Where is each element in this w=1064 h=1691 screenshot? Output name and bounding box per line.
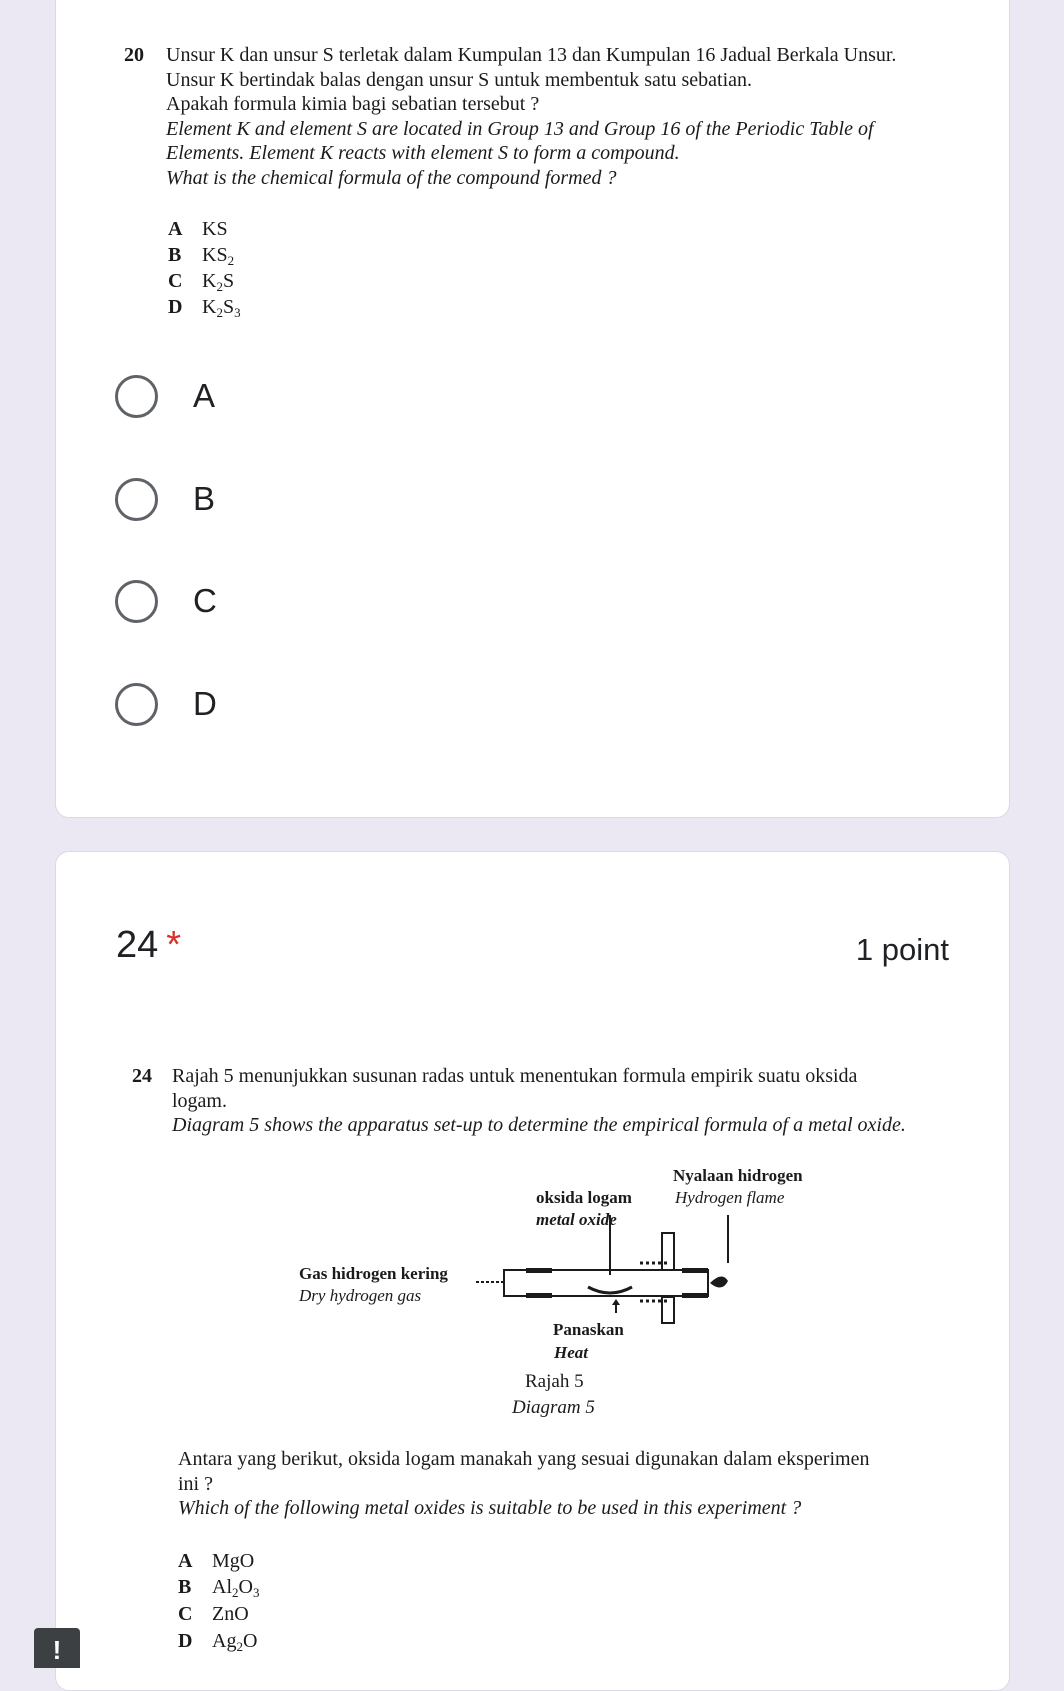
q24-line-ms-4: ini ? [178, 1472, 213, 1495]
label-gas-ms: Gas hidrogen kering [299, 1264, 448, 1283]
radio-circle[interactable] [115, 375, 158, 418]
caption-ms: Rajah 5 [525, 1371, 584, 1392]
choice-D: D $Ag_2O$ [178, 1630, 258, 1654]
choice-A: A KS [168, 218, 228, 240]
required-marker: * [166, 924, 182, 966]
label-flame-ms: Nyalaan hidrogen [673, 1166, 803, 1185]
choice-A: A MgO [178, 1550, 255, 1572]
choice-B: B $KS_2$ [168, 244, 235, 268]
choice-D: D $K_2S_3$ [168, 296, 241, 320]
radio-option-a[interactable] [115, 368, 415, 424]
q24-line-en-1: Diagram 5 shows the apparatus set-up to determine the empirical formula of a metal oxide. [172, 1114, 906, 1136]
question-title: 24 * [116, 924, 182, 966]
label-oxide-en: metal oxide [536, 1210, 617, 1229]
q20-line-en-3: What is the chemical formula of the compound formed ? [166, 166, 617, 189]
q24-line-ms-3: Antara yang berikut, oksida logam manakah yang sesuai digunakan dalam eksperimen [178, 1448, 870, 1470]
question-24-prompt [178, 1447, 869, 1521]
radio-option-d[interactable] [115, 676, 415, 732]
q24-line-en-2: Which of the following metal oxides is suitable to be used in this experiment ? [178, 1497, 802, 1519]
q24-line-ms-2: logam. [172, 1089, 227, 1112]
label-oxide-ms: oksida logam [536, 1188, 632, 1207]
apparatus-drawing [470, 1215, 750, 1330]
radio-option-b[interactable] [115, 471, 415, 527]
choice-C: C ZnO [178, 1603, 249, 1625]
q20-line-en-1: Element K and element S are located in Group 13 and Group 16 of the Periodic Table of [166, 117, 874, 140]
q20-line-ms-1: Unsur K dan unsur S terletak dalam Kumpulan 13 dan Kumpulan 16 Jadual Berkala Unsur. [166, 44, 897, 66]
question-number: 20 [124, 44, 144, 66]
option-label: C [193, 582, 217, 619]
report-issue-button[interactable]: ! [34, 1628, 80, 1668]
option-label: B [193, 480, 216, 517]
option-label: D [193, 685, 217, 722]
points-label: 1 point [855, 932, 949, 967]
q20-line-ms-2: Unsur K bertindak balas dengan unsur S untuk membentuk satu sebatian. [166, 68, 752, 91]
label-flame-en: Hydrogen flame [675, 1188, 785, 1207]
radio-option-c[interactable] [115, 573, 415, 629]
label-heat-ms: Panaskan [553, 1320, 624, 1339]
label-gas-en: Dry hydrogen gas [299, 1286, 422, 1305]
choice-C: C $K_2S$ [168, 270, 235, 294]
q24-line-ms-1: Rajah 5 menunjukkan susunan radas untuk menentukan formula empirik suatu oksida [172, 1065, 858, 1087]
q20-line-en-2: Elements. Element K reacts with element S to form a compound. [166, 142, 680, 164]
radio-circle[interactable] [115, 478, 158, 521]
q20-line-ms-3: Apakah formula kimia bagi sebatian tersebut ? [166, 93, 540, 115]
question-number: 24 [132, 1065, 152, 1087]
radio-circle[interactable] [115, 580, 158, 623]
choice-B: B $Al_2O_3$ [178, 1576, 260, 1600]
radio-circle[interactable] [115, 683, 158, 726]
option-label: A [193, 377, 216, 414]
caption-en: Diagram 5 [512, 1397, 595, 1418]
label-heat-en: Heat [554, 1343, 588, 1362]
